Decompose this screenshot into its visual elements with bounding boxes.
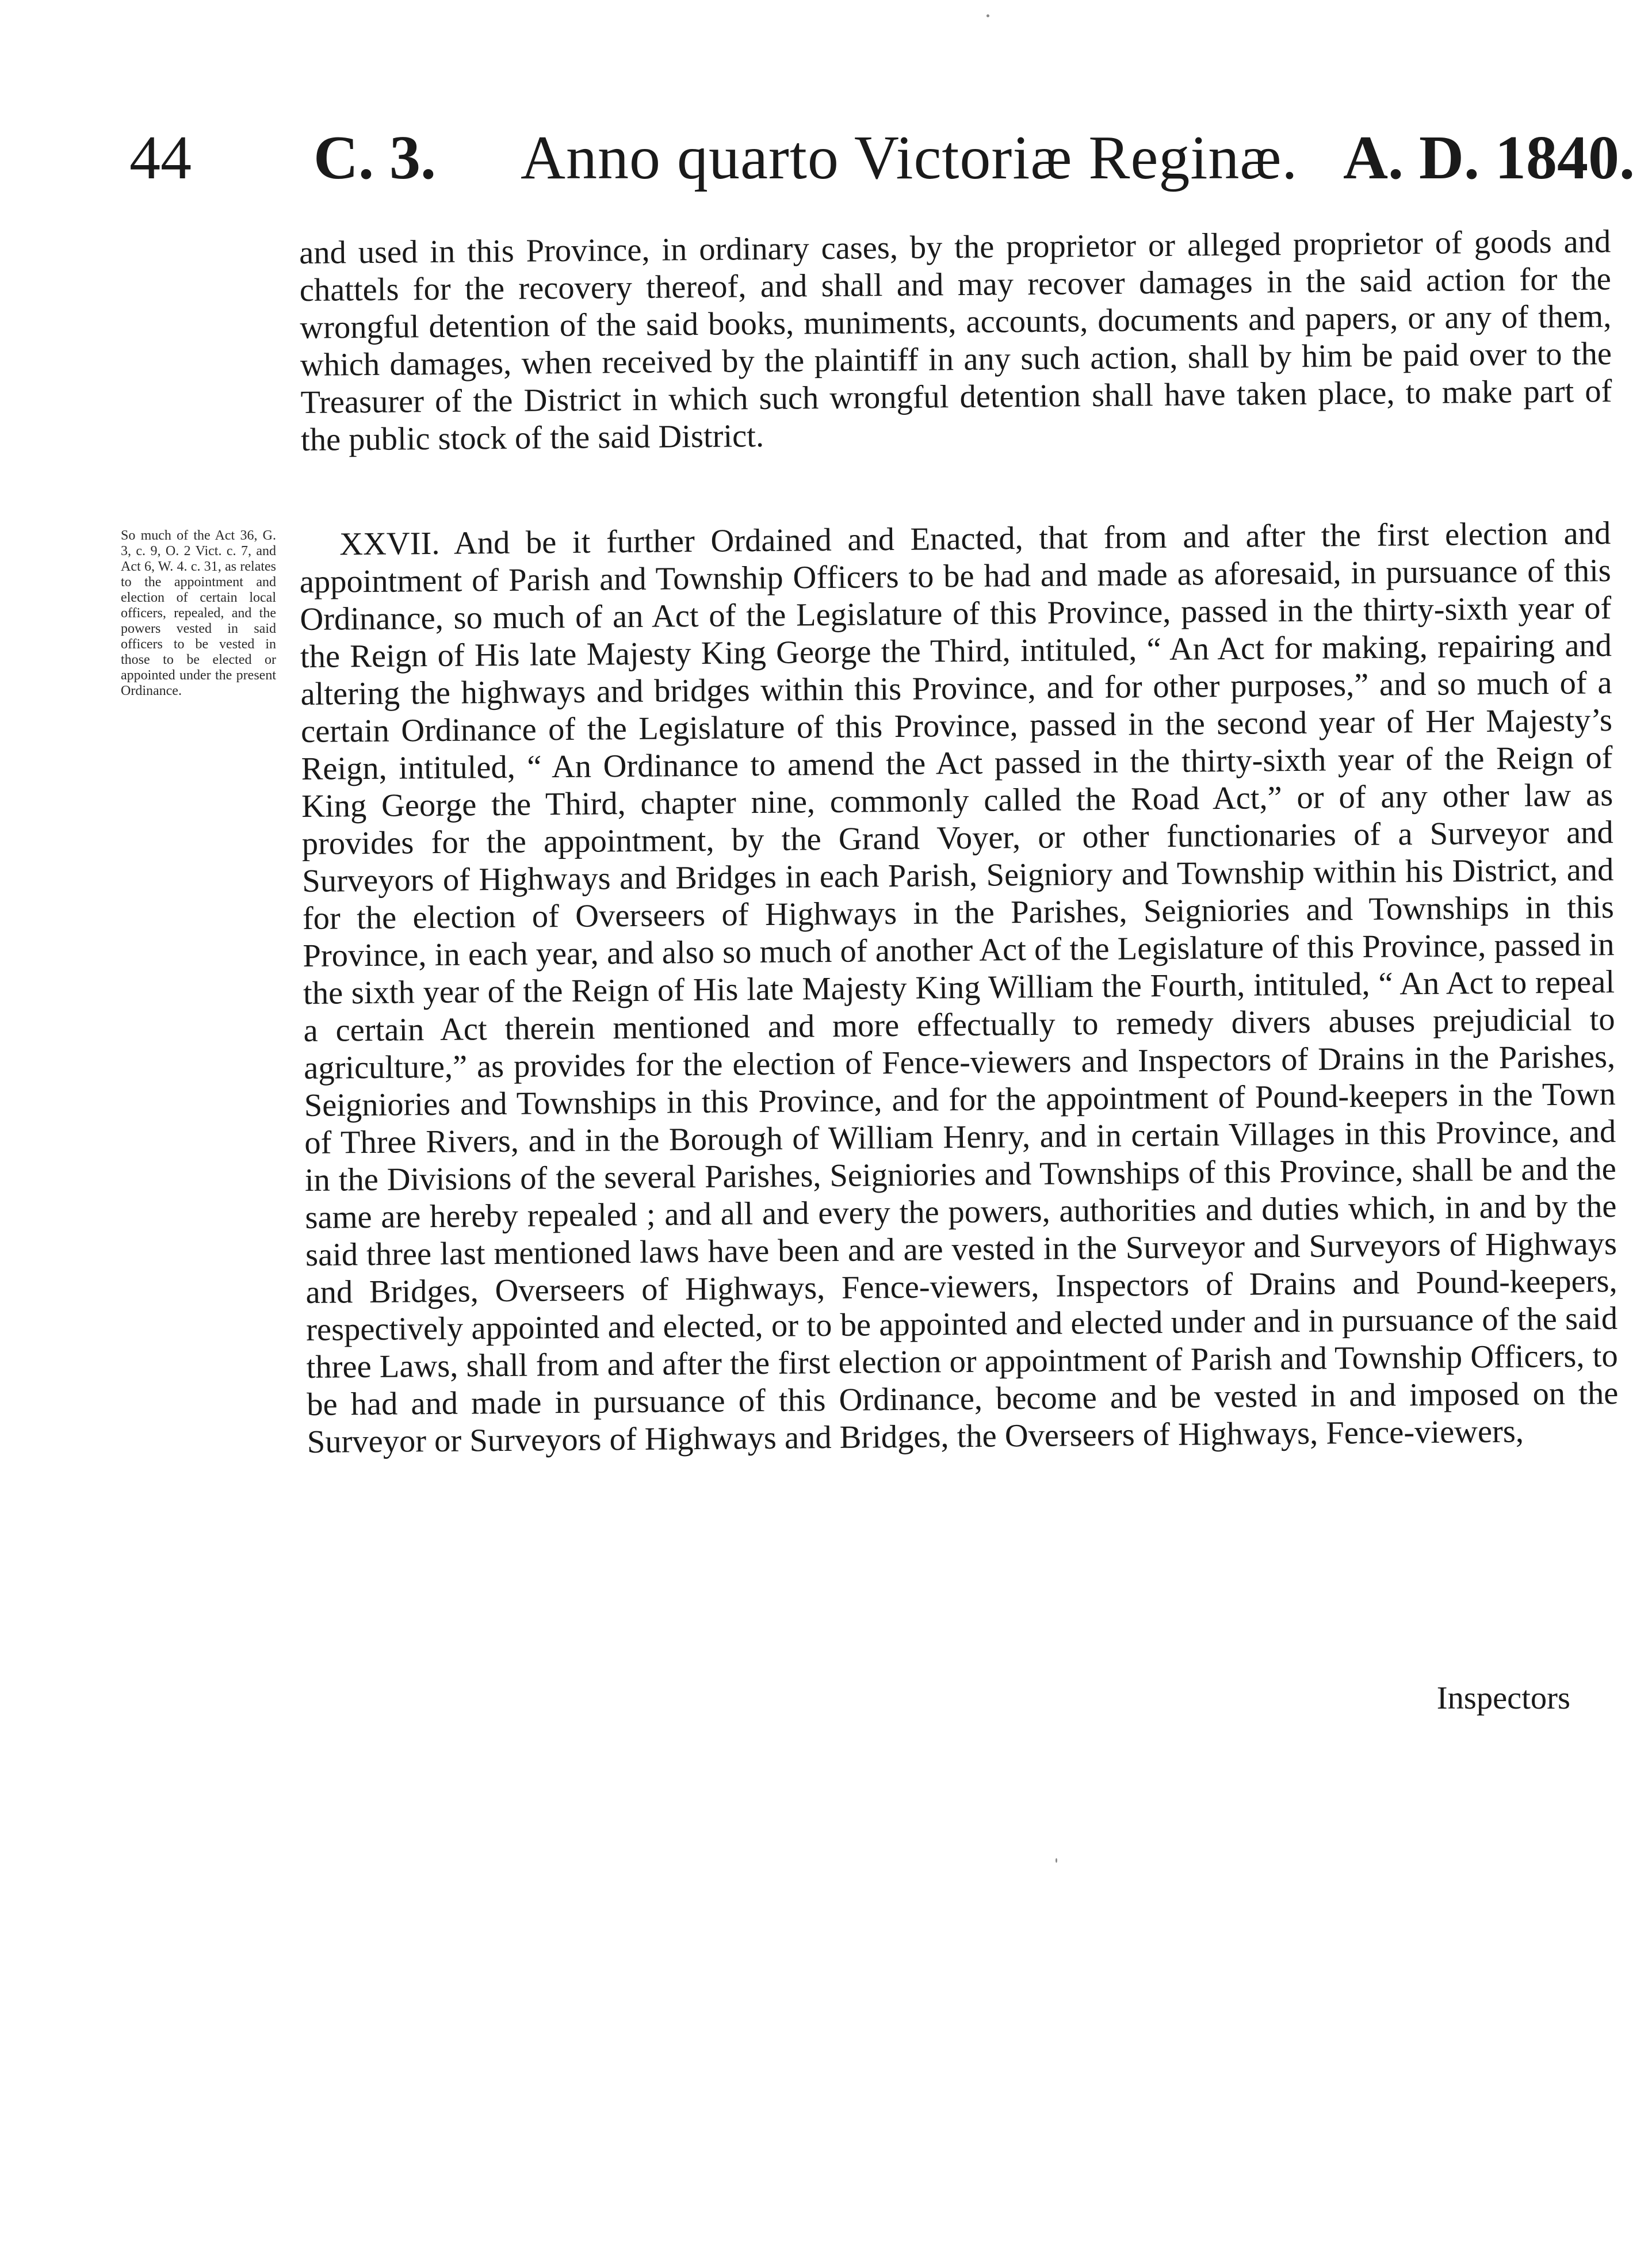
marginal-note: So much of the Act 36, G. 3, c. 9, O. 2 Vict. c. 7, and Act 6, W. 4. c. 31, as relates to the appointment and election of certain local officers, repealed, and the powers vested in said officers to be vested in those to be elected or appointed under the present Ordinance. xyxy=(121,528,276,698)
paragraph-continued: and used in this Province, in ordinary cases, by the proprietor or alleged proprietor of goods and chattels for the recovery thereof, and shall and may recover damages in the said action for the wrongful detention of the said books, muniments, accounts, documents and papers, or any of them, which damages, when received by the plaintiff in any such action, shall by him be paid over to the Treasurer of the District in which such wrongful detention shall have taken place, to make part of the public stock of the said District. xyxy=(299,224,1612,458)
page-number: 44 xyxy=(129,124,192,192)
year-heading: A. D. 1840. xyxy=(1343,124,1635,192)
page-header xyxy=(0,118,1652,210)
running-title: Anno quarto Victoriæ Reginæ. xyxy=(521,124,1298,192)
scan-speck xyxy=(986,14,989,17)
section-xxvii-paragraph: XXVII. And be it further Ordained and Enacted, that from and after the first election and appointment of Parish and Township Officers to be had and made as aforesaid, in pursuance of this Ordinance, so much of an Act of the Legislature of this Province, passed in the thirty-sixth year of the Reign of His late Majesty King George the Third, intituled, “ An Act for making, repairing and altering the highways and bridges within this Province, and for other purposes,” and so much of a certain Ordinance of the Legislature of this Province, passed in the second year of Her Majesty’s Reign, intituled, “ An Ordinance to amend the Act passed in the thirty-sixth year of the Reign of King George the Third, chapter nine, commonly called the Road Act,” or of any other law as provides for the appointment, by the Grand Voyer, or other functionaries of a Surveyor and Surveyors of Highways and Bridges in each Parish, Seigniory and Township within his District, and for the election of Overseers of Highways in the Parishes, Seigniories and Townships in this Province, in each year, and also so much of another Act of the Legislature of this Province, passed in the sixth year of the Reign of His late Majesty King William the Fourth, intituled, “ An Act to repeal a certain Act therein mentioned and more effectually to remedy divers abuses prejudicial to agriculture,” as provides for the election of Fence-viewers and Inspectors of Drains in the Parishes, Seigniories and Townships in this Province, and for the appointment of Pound-keepers in the Town of Three Rivers, and in the Borough of William Henry, and in certain Villages in this Province, and in the Divisions of the several Parishes, Seigniories and Townships of this Province, shall be and the same are hereby repealed ; and all and every the powers, authorities and duties which, in and by the said three last mentioned laws have been and are vested in the Surveyor and Surveyors of Highways and Bridges, Overseers of Highways, Fence-viewers, Inspectors of Drains and Pound-keepers, respectively appointed and elected, or to be appointed and elected under and in pursuance of the said three Laws, shall from and after the first election or appointment of Parish and Township Officers, to be had and made in pursuance of this Ordinance, become and be vested in and imposed on the Surveyor or Surveyors of Highways and Bridges, the Overseers of Highways, Fence-viewers, xyxy=(299,515,1619,1460)
scan-speck xyxy=(1056,1858,1057,1863)
chapter-number: C. 3. xyxy=(313,124,436,192)
catchword: Inspectors xyxy=(1436,1680,1570,1716)
